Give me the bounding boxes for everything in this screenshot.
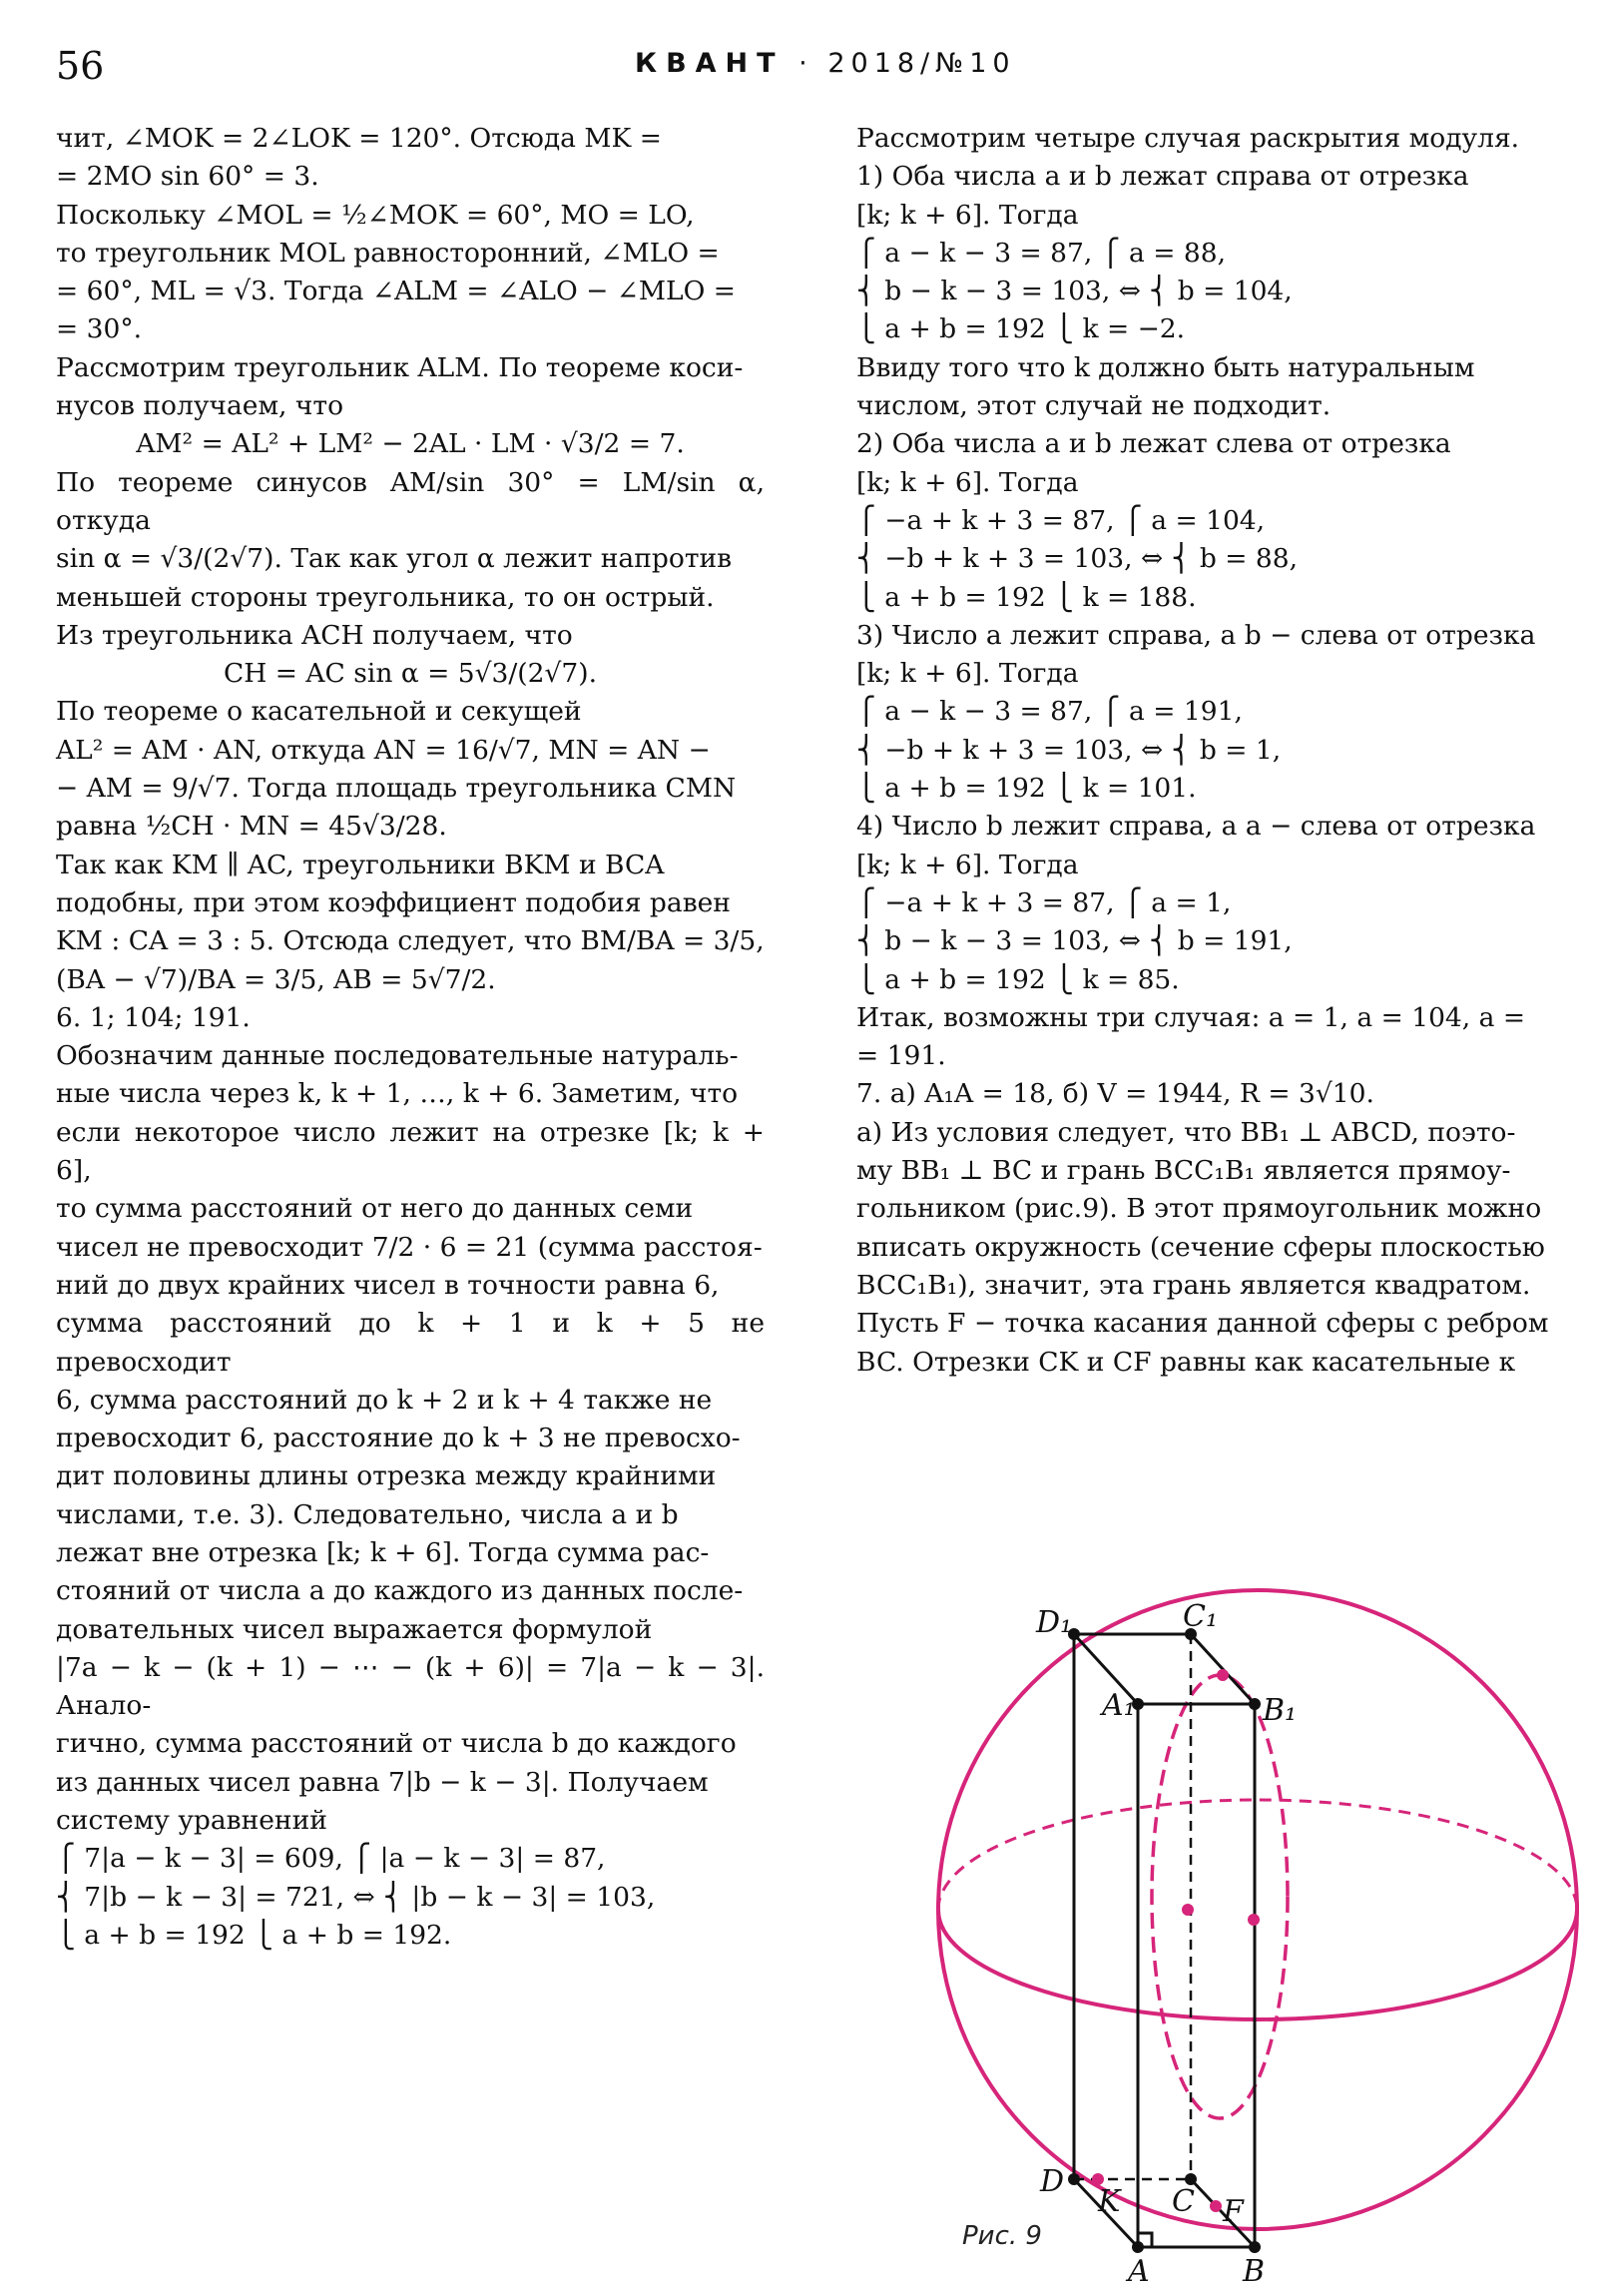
- left-column-line-41: ⎧ 7|a − k − 3| = 609, ⎧ |a − k − 3| = 87,: [56, 1843, 606, 1875]
- running-head: [635, 48, 1016, 79]
- right-column-line-3: ⎧ a − k − 3 = 87, ⎧ a = 88,: [856, 237, 1227, 269]
- label-d1: D₁: [1036, 1605, 1073, 1640]
- right-column-line-27: му BB₁ ⊥ BC и грань BCC₁B₁ является прямоу-: [856, 1155, 1511, 1187]
- left-column-line-38: гично, сумма расстояний от числа b до каждого: [56, 1728, 737, 1760]
- right-column-line-28: гольником (рис.9). В этот прямоугольник можно: [856, 1193, 1542, 1225]
- left-column-line-16: − AM = 9/√7. Тогда площадь треугольника CMN: [56, 773, 737, 805]
- left-column-line-10: sin α = √3/(2√7). Так как угол α лежит напротив: [56, 543, 733, 575]
- left-column-line-1: = 2MO sin 60° = 3.: [56, 161, 319, 193]
- left-column-line-9: По теореме синусов AM/sin 30° = LM/sin α, откуда: [56, 466, 765, 536]
- vertex-a: [1132, 2241, 1144, 2253]
- label-d: D: [1040, 2164, 1065, 2199]
- left-column-line-31: превосходит 6, расстояние до k + 3 не превосхо-: [56, 1423, 741, 1454]
- right-column-line-6: Ввиду того что k должно быть натуральным: [856, 351, 1475, 383]
- right-column-line-1: 1) Оба числа a и b лежат справа от отрезка: [856, 161, 1469, 193]
- right-column-line-19: [k; k + 6]. Тогда: [856, 849, 1079, 880]
- right-column-line-32: BC. Отрезки CK и CF равны как касательные к: [856, 1346, 1516, 1378]
- right-column-line-26: а) Из условия следует, что BB₁ ⊥ ABCD, поэто-: [856, 1116, 1516, 1148]
- left-column-line-2: Поскольку ∠MOL = ½∠MOK = 60°, MO = LO,: [56, 199, 695, 231]
- left-column-line-42: ⎨ 7|b − k − 3| = 721, ⇔ ⎨ |b − k − 3| = 103,: [56, 1881, 656, 1913]
- page-number: 56: [56, 44, 105, 88]
- point-f: [1210, 2200, 1222, 2212]
- right-column-line-2: [k; k + 6]. Тогда: [856, 199, 1079, 231]
- left-column-line-26: то сумма расстояний от него до данных семи: [56, 1193, 694, 1225]
- left-column-line-21: (BA − √7)/BA = 3/5, AB = 5√7/2.: [56, 963, 496, 995]
- journal-name: КВАНТ: [635, 48, 785, 79]
- right-column-line-20: ⎧ −a + k + 3 = 87, ⎧ a = 1,: [856, 886, 1232, 918]
- left-column-line-30: 6, сумма расстояний до k + 2 и k + 4 также не: [56, 1384, 713, 1416]
- label-k: K: [1098, 2184, 1121, 2219]
- left-column-line-8: AM² = AL² + LM² − 2AL · LM · √3/2 = 7.: [136, 428, 685, 460]
- right-column: [856, 120, 1557, 1382]
- left-column-line-27: чисел не превосходит 7/2 · 6 = 21 (сумма расстоя-: [56, 1231, 763, 1263]
- right-column-line-16: ⎨ −b + k + 3 = 103, ⇔ ⎨ b = 1,: [856, 734, 1282, 766]
- label-c: C: [1172, 2184, 1195, 2219]
- left-column-line-32: дит половины длины отрезка между крайними: [56, 1460, 717, 1492]
- right-column-line-7: числом, этот случай не подходит.: [856, 390, 1331, 422]
- left-column-line-43: ⎩ a + b = 192 ⎩ a + b = 192.: [56, 1919, 452, 1951]
- left-column-line-5: = 30°.: [56, 313, 143, 345]
- sphere-equator-front: [938, 1910, 1577, 2019]
- left-column-line-3: то треугольник MOL равносторонний, ∠MLO =: [56, 237, 720, 269]
- sphere-equator-back: [938, 1800, 1577, 1910]
- left-column-line-28: ний до двух крайних чисел в точности равна 6,: [56, 1269, 720, 1301]
- sphere-outline: [938, 1590, 1577, 2229]
- inscribed-circle: [1152, 1675, 1288, 2118]
- vertex-b1: [1249, 1698, 1261, 1710]
- left-column-line-15: AL² = AM · AN, откуда AN = 16/√7, MN = AN −: [56, 734, 711, 766]
- figure-caption: Рис. 9: [962, 2221, 1042, 2251]
- right-column-line-18: 4) Число b лежит справа, а a − слева от отрезка: [856, 811, 1536, 843]
- left-column-line-6: Рассмотрим треугольник ALM. По теореме коси-: [56, 351, 744, 383]
- left-column-line-24: ные числа через k, k + 1, …, k + 6. Заметим, что: [56, 1078, 739, 1110]
- left-column-line-29: сумма расстояний до k + 1 и k + 5 не превосходит: [56, 1308, 765, 1378]
- left-column-line-18: Так как KM ∥ AC, треугольники BKM и BCA: [56, 849, 665, 880]
- right-column-line-13: 3) Число a лежит справа, а b − слева от отрезка: [856, 619, 1536, 651]
- left-column-line-17: равна ½CH · MN = 45√3/28.: [56, 811, 447, 843]
- right-column-line-8: 2) Оба числа a и b лежат слева от отрезка: [856, 428, 1451, 460]
- right-column-line-14: [k; k + 6]. Тогда: [856, 658, 1079, 690]
- right-column-line-29: вписать окружность (сечение сферы плоскостью: [856, 1231, 1545, 1263]
- right-column-line-31: Пусть F − точка касания данной сферы с ребром: [856, 1308, 1549, 1340]
- right-column-line-24: = 191.: [856, 1040, 946, 1072]
- vertex-b: [1249, 2241, 1261, 2253]
- label-c1: C₁: [1183, 1599, 1218, 1634]
- vertex-d: [1068, 2173, 1080, 2185]
- left-column-line-39: из данных чисел равна 7|b − k − 3|. Получаем: [56, 1766, 709, 1798]
- left-column-line-0: чит, ∠MOK = 2∠LOK = 120°. Отсюда MK =: [56, 123, 662, 154]
- right-column-line-0: Рассмотрим четыре случая раскрытия модуля.: [856, 123, 1520, 154]
- left-column-line-35: стояний от числа a до каждого из данных после-: [56, 1575, 744, 1607]
- right-column-line-25: 7. а) A₁A = 18, б) V = 1944, R = 3√10.: [856, 1078, 1374, 1110]
- tangent-point-left: [1182, 1904, 1194, 1916]
- right-column-line-22: ⎩ a + b = 192 ⎩ k = 85.: [856, 963, 1180, 995]
- label-f: F: [1223, 2194, 1244, 2229]
- right-column-line-21: ⎨ b − k − 3 = 103, ⇔ ⎨ b = 191,: [856, 925, 1293, 957]
- left-column-line-40: систему уравнений: [56, 1805, 327, 1837]
- right-column-line-4: ⎨ b − k − 3 = 103, ⇔ ⎨ b = 104,: [856, 276, 1293, 307]
- right-column-line-10: ⎧ −a + k + 3 = 87, ⎧ a = 104,: [856, 504, 1266, 536]
- left-column-line-19: подобны, при этом коэффициент подобия равен: [56, 886, 731, 918]
- right-column-line-23: Итак, возможны три случая: a = 1, a = 104, a =: [856, 1001, 1526, 1033]
- left-column-line-37: |7a − k − (k + 1) − ⋯ − (k + 6)| = 7|a − k − 3|. Анало-: [56, 1651, 765, 1722]
- right-column-line-5: ⎩ a + b = 192 ⎩ k = −2.: [856, 313, 1186, 345]
- left-column: [56, 120, 765, 1955]
- page-header: [56, 44, 1541, 94]
- left-column-line-36: довательных чисел выражается формулой: [56, 1613, 653, 1645]
- tangent-point-top: [1217, 1669, 1229, 1681]
- left-column-line-4: = 60°, ML = √3. Тогда ∠ALM = ∠ALO − ∠MLO =: [56, 276, 737, 307]
- label-b1: B₁: [1263, 1693, 1298, 1728]
- right-column-line-12: ⎩ a + b = 192 ⎩ k = 188.: [856, 581, 1197, 613]
- label-b: B: [1243, 2254, 1266, 2289]
- left-column-line-20: KM : CA = 3 : 5. Отсюда следует, что BM/BA = 3/5,: [56, 925, 765, 957]
- left-column-line-12: Из треугольника ACH получаем, что: [56, 619, 573, 651]
- left-column-line-7: нусов получаем, что: [56, 390, 344, 422]
- left-column-line-23: Обозначим данные последовательные натураль-: [56, 1040, 739, 1072]
- left-column-line-33: числами, т.е. 3). Следовательно, числа a и b: [56, 1498, 679, 1530]
- label-a1: A₁: [1102, 1688, 1136, 1723]
- right-column-line-15: ⎧ a − k − 3 = 87, ⎧ a = 191,: [856, 696, 1243, 728]
- left-column-line-13: CH = AC sin α = 5√3/(2√7).: [223, 658, 598, 690]
- right-column-line-11: ⎨ −b + k + 3 = 103, ⇔ ⎨ b = 88,: [856, 543, 1299, 575]
- issue-number: 2018/№10: [827, 48, 1016, 79]
- right-column-line-17: ⎩ a + b = 192 ⎩ k = 101.: [856, 773, 1197, 805]
- label-a: A: [1128, 2254, 1150, 2289]
- left-column-line-25: если некоторое число лежит на отрезке [k; k + 6],: [56, 1116, 765, 1187]
- right-column-line-9: [k; k + 6]. Тогда: [856, 466, 1079, 498]
- left-column-line-14: По теореме о касательной и секущей: [56, 696, 582, 728]
- header-separator: ·: [798, 48, 813, 79]
- left-column-line-34: лежат вне отрезка [k; k + 6]. Тогда сумма рас-: [56, 1536, 710, 1568]
- tangent-point-right: [1248, 1914, 1260, 1926]
- left-column-line-11: меньшей стороны треугольника, то он острый.: [56, 581, 715, 613]
- right-column-line-30: BCC₁B₁), значит, эта грань является квадратом.: [856, 1269, 1531, 1301]
- left-column-line-22: 6. 1; 104; 191.: [56, 1001, 251, 1033]
